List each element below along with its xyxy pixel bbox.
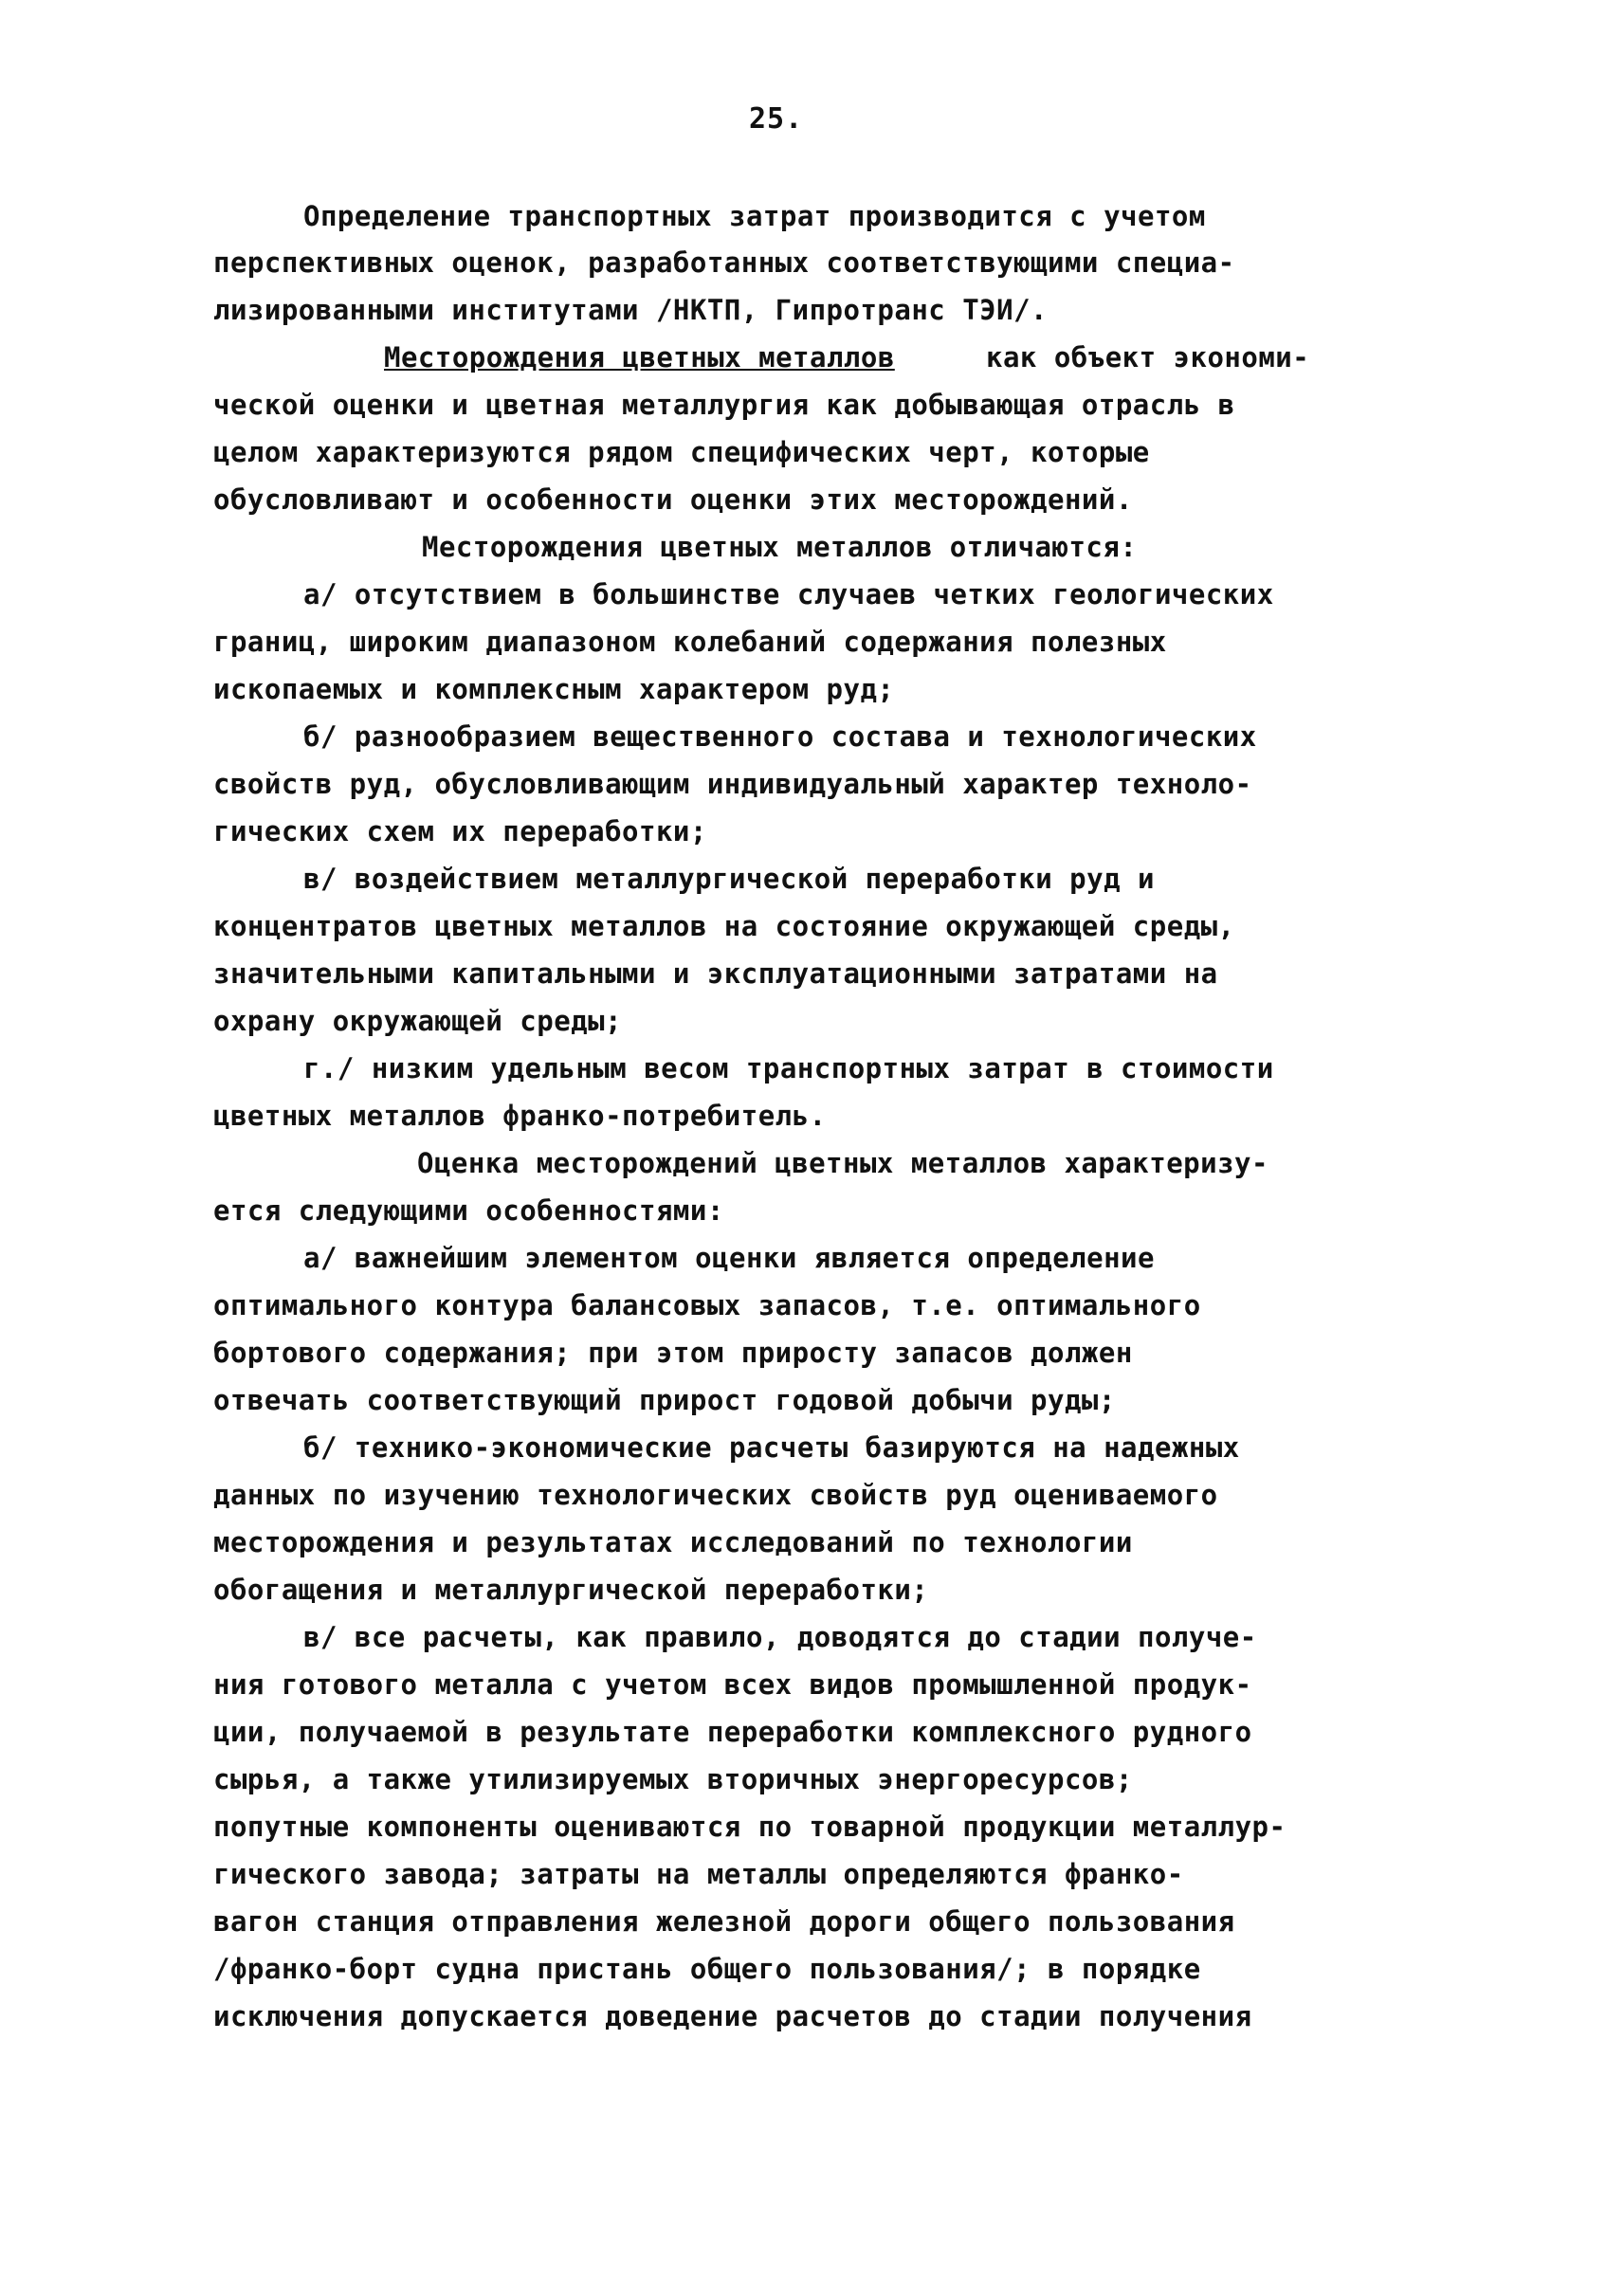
text-line: б/ разнообразием вещественного состава и технологических <box>303 720 1257 753</box>
text-line: сырья, а также утилизируемых вторичных энергоресурсов; <box>213 1763 1133 1795</box>
text-line: ется следующими особенностями: <box>213 1194 724 1227</box>
text-line: как объект экономи- <box>986 341 1310 373</box>
text-line: гического завода; затраты на металлы определяются франко- <box>213 1858 1184 1890</box>
text-line: значительными капитальными и эксплуатационными затратами на <box>213 957 1218 990</box>
text-line: а/ важнейшим элементом оценки является определение <box>303 1242 1155 1274</box>
text-line: бортового содержания; при этом приросту запасов должен <box>213 1337 1133 1369</box>
text-line: попутные компоненты оцениваются по товарной продукции металлур- <box>213 1811 1286 1843</box>
text-line: исключения допускается доведение расчетов до стадии получения <box>213 2000 1252 2032</box>
page-number: 25. <box>749 102 804 136</box>
text-line: обогащения и металлургической переработки; <box>213 1574 929 1606</box>
text-line: ческой оценки и цветная металлургия как добывающая отрасль в <box>213 389 1235 421</box>
text-line: отвечать соответствующий прирост годовой добычи руды; <box>213 1384 1116 1416</box>
text-line: гических схем их переработки; <box>213 815 707 847</box>
text-line: вагон станция отправления железной дороги общего пользования <box>213 1905 1235 1938</box>
text-line: ископаемых и комплексным характером руд; <box>213 673 895 705</box>
text-line: Определение транспортных затрат производится с учетом <box>303 200 1206 232</box>
text-line: Месторождения цветных металлов отличаются: <box>422 531 1138 563</box>
text-line: границ, широким диапазоном колебаний содержания полезных <box>213 626 1167 658</box>
text-line: ции, получаемой в результате переработки комплексного рудного <box>213 1716 1252 1748</box>
text-line: целом характеризуются рядом специфических черт, которые <box>213 436 1150 468</box>
text-line: цветных металлов франко-потребитель. <box>213 1100 827 1132</box>
text-line: свойств руд, обусловливающим индивидуальный характер техноло- <box>213 768 1252 800</box>
text-line: оптимального контура балансовых запасов, т.е. оптимального <box>213 1289 1201 1321</box>
text-line: данных по изучению технологических свойств руд оцениваемого <box>213 1479 1218 1511</box>
text-line: г./ низким удельным весом транспортных затрат в стоимости <box>303 1052 1274 1084</box>
text-line: перспективных оценок, разработанных соответствующими специа- <box>213 246 1235 279</box>
text-line: /франко-борт судна пристань общего пользования/; в порядке <box>213 1953 1201 1985</box>
text-line: концентратов цветных металлов на состояние окружающей среды, <box>213 910 1235 942</box>
text-line: б/ технико-экономические расчеты базируются на надежных <box>303 1431 1240 1464</box>
text-line: месторождения и результатах исследований по технологии <box>213 1526 1133 1558</box>
text-line: в/ воздействием металлургической переработки руд и <box>303 863 1155 895</box>
text-line: лизированными институтами /НКТП, Гипротранс ТЭИ/. <box>213 294 1049 326</box>
text-line: обусловливают и особенности оценки этих месторождений. <box>213 483 1133 516</box>
text-line-underlined: Месторождения цветных металлов <box>384 341 895 373</box>
text-line: в/ все расчеты, как правило, доводятся до стадии получе- <box>303 1621 1257 1653</box>
text-line: а/ отсутствием в большинстве случаев четких геологических <box>303 578 1274 610</box>
text-line: охрану окружающей среды; <box>213 1005 623 1037</box>
text-line: Оценка месторождений цветных металлов характеризу- <box>417 1147 1268 1179</box>
text-line: ния готового металла с учетом всех видов промышленной продук- <box>213 1668 1252 1701</box>
